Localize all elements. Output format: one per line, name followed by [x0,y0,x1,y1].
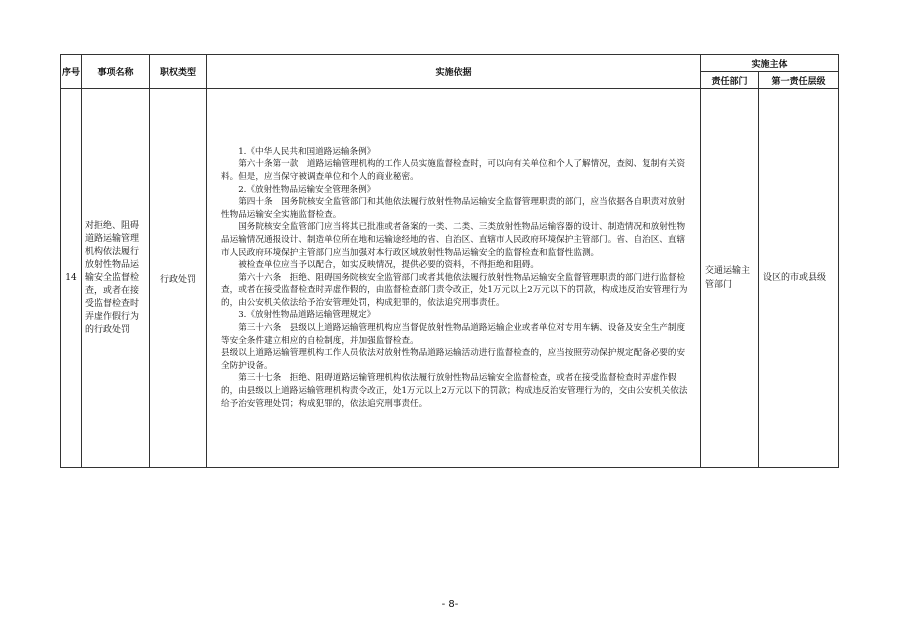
row-no: 14 [61,89,82,468]
basis-paragraph: 第六十六条 拒绝、阻碍国务院核安全监管部门或者其他依法履行放射性物品运输安全监督管理职责的部门进行监督检查，或者在接受监督检查时弄虚作假的，由监督检查部门责令改正，处1万元以上2万元以下的罚款，构成违反治安管理行为的，由公安机关依法给予治安管理处罚，构成犯罪的，依法追究刑事责任。 [221,272,688,308]
header-subject: 实施主体 [701,55,839,72]
basis-paragraph: 3.《放射性物品道路运输管理规定》 [238,310,376,321]
header-item-name: 事项名称 [82,55,150,89]
table-row [61,89,839,468]
basis-paragraph: 第六十条第一款 道路运输管理机构的工作人员实施监督检查时，可以向有关单位和个人了解情况，查阅、复制有关资料。但是，应当保守被调查单位和个人的商业秘密。 [221,159,686,182]
basis-paragraph: 1.《中华人民共和国道路运输条例》 [238,146,376,157]
row-dept: 交通运输主管部门 [701,89,759,468]
header-no: 序号 [61,55,82,89]
row-authority-type: 行政处罚 [150,89,207,468]
row-item-name: 对拒绝、阻碍道路运输管理机构依法履行放射性物品运输安全监督检查，或者在接受监督检查时弄虚作假行为的行政处罚 [82,89,150,468]
basis-paragraph: 第三十七条 拒绝、阻碍道路运输管理机构依法履行放射性物品运输安全监督检查，或者在接受监督检查时弄虚作假的，由县级以上道路运输管理机构责令改正，处1万元以上2万元以下的罚款；构成违反治安管理行为的，交由公安机关依法给予治安管理处罚；构成犯罪的，依法追究刑事责任。 [221,373,688,409]
basis-paragraph: 县级以上道路运输管理机构工作人员依法对放射性物品道路运输活动进行监督检查的，应当按照劳动保护规定配备必要的安全防护设备。 [221,348,686,371]
basis-text [221,146,692,410]
header-basis: 实施依据 [207,55,701,89]
header-authority-type: 职权类型 [150,55,207,89]
basis-paragraph: 国务院核安全监管部门应当将其已批准或者备案的一类、二类、三类放射性物品运输容器的设计、制造情况和放射性物品运输情况通报设计、制造单位所在地和运输途经地的省、自治区、直辖市人民政府环境保护主管部门。省、自治区、直辖市人民政府环境保护主管部门应当加强对本行政区域放射性物品运输安全的监督检查和监督性监测。 [221,222,686,258]
basis-paragraph: 第四十条 国务院核安全监管部门和其他依法履行放射性物品运输安全监督管理职责的部门，应当依据各自职责对放射性物品运输安全实施监督检查。 [221,197,686,220]
row-basis [207,89,701,468]
header-dept: 责任部门 [701,72,759,89]
page-number: - 8- [441,599,459,610]
authority-table [60,54,839,468]
row-level: 设区的市或县级 [759,89,839,468]
header-level: 第一责任层级 [759,72,839,89]
basis-paragraph: 被检查单位应当予以配合，如实反映情况，提供必要的资料，不得拒绝和阻碍。 [238,260,539,271]
basis-paragraph: 第三十六条 县级以上道路运输管理机构应当督促放射性物品道路运输企业或者单位对专用车辆、设备及安全生产制度等安全条件建立相应的自检制度，并加强监督检查。 [221,323,686,346]
basis-paragraph: 2.《放射性物品运输安全管理条例》 [238,184,376,195]
